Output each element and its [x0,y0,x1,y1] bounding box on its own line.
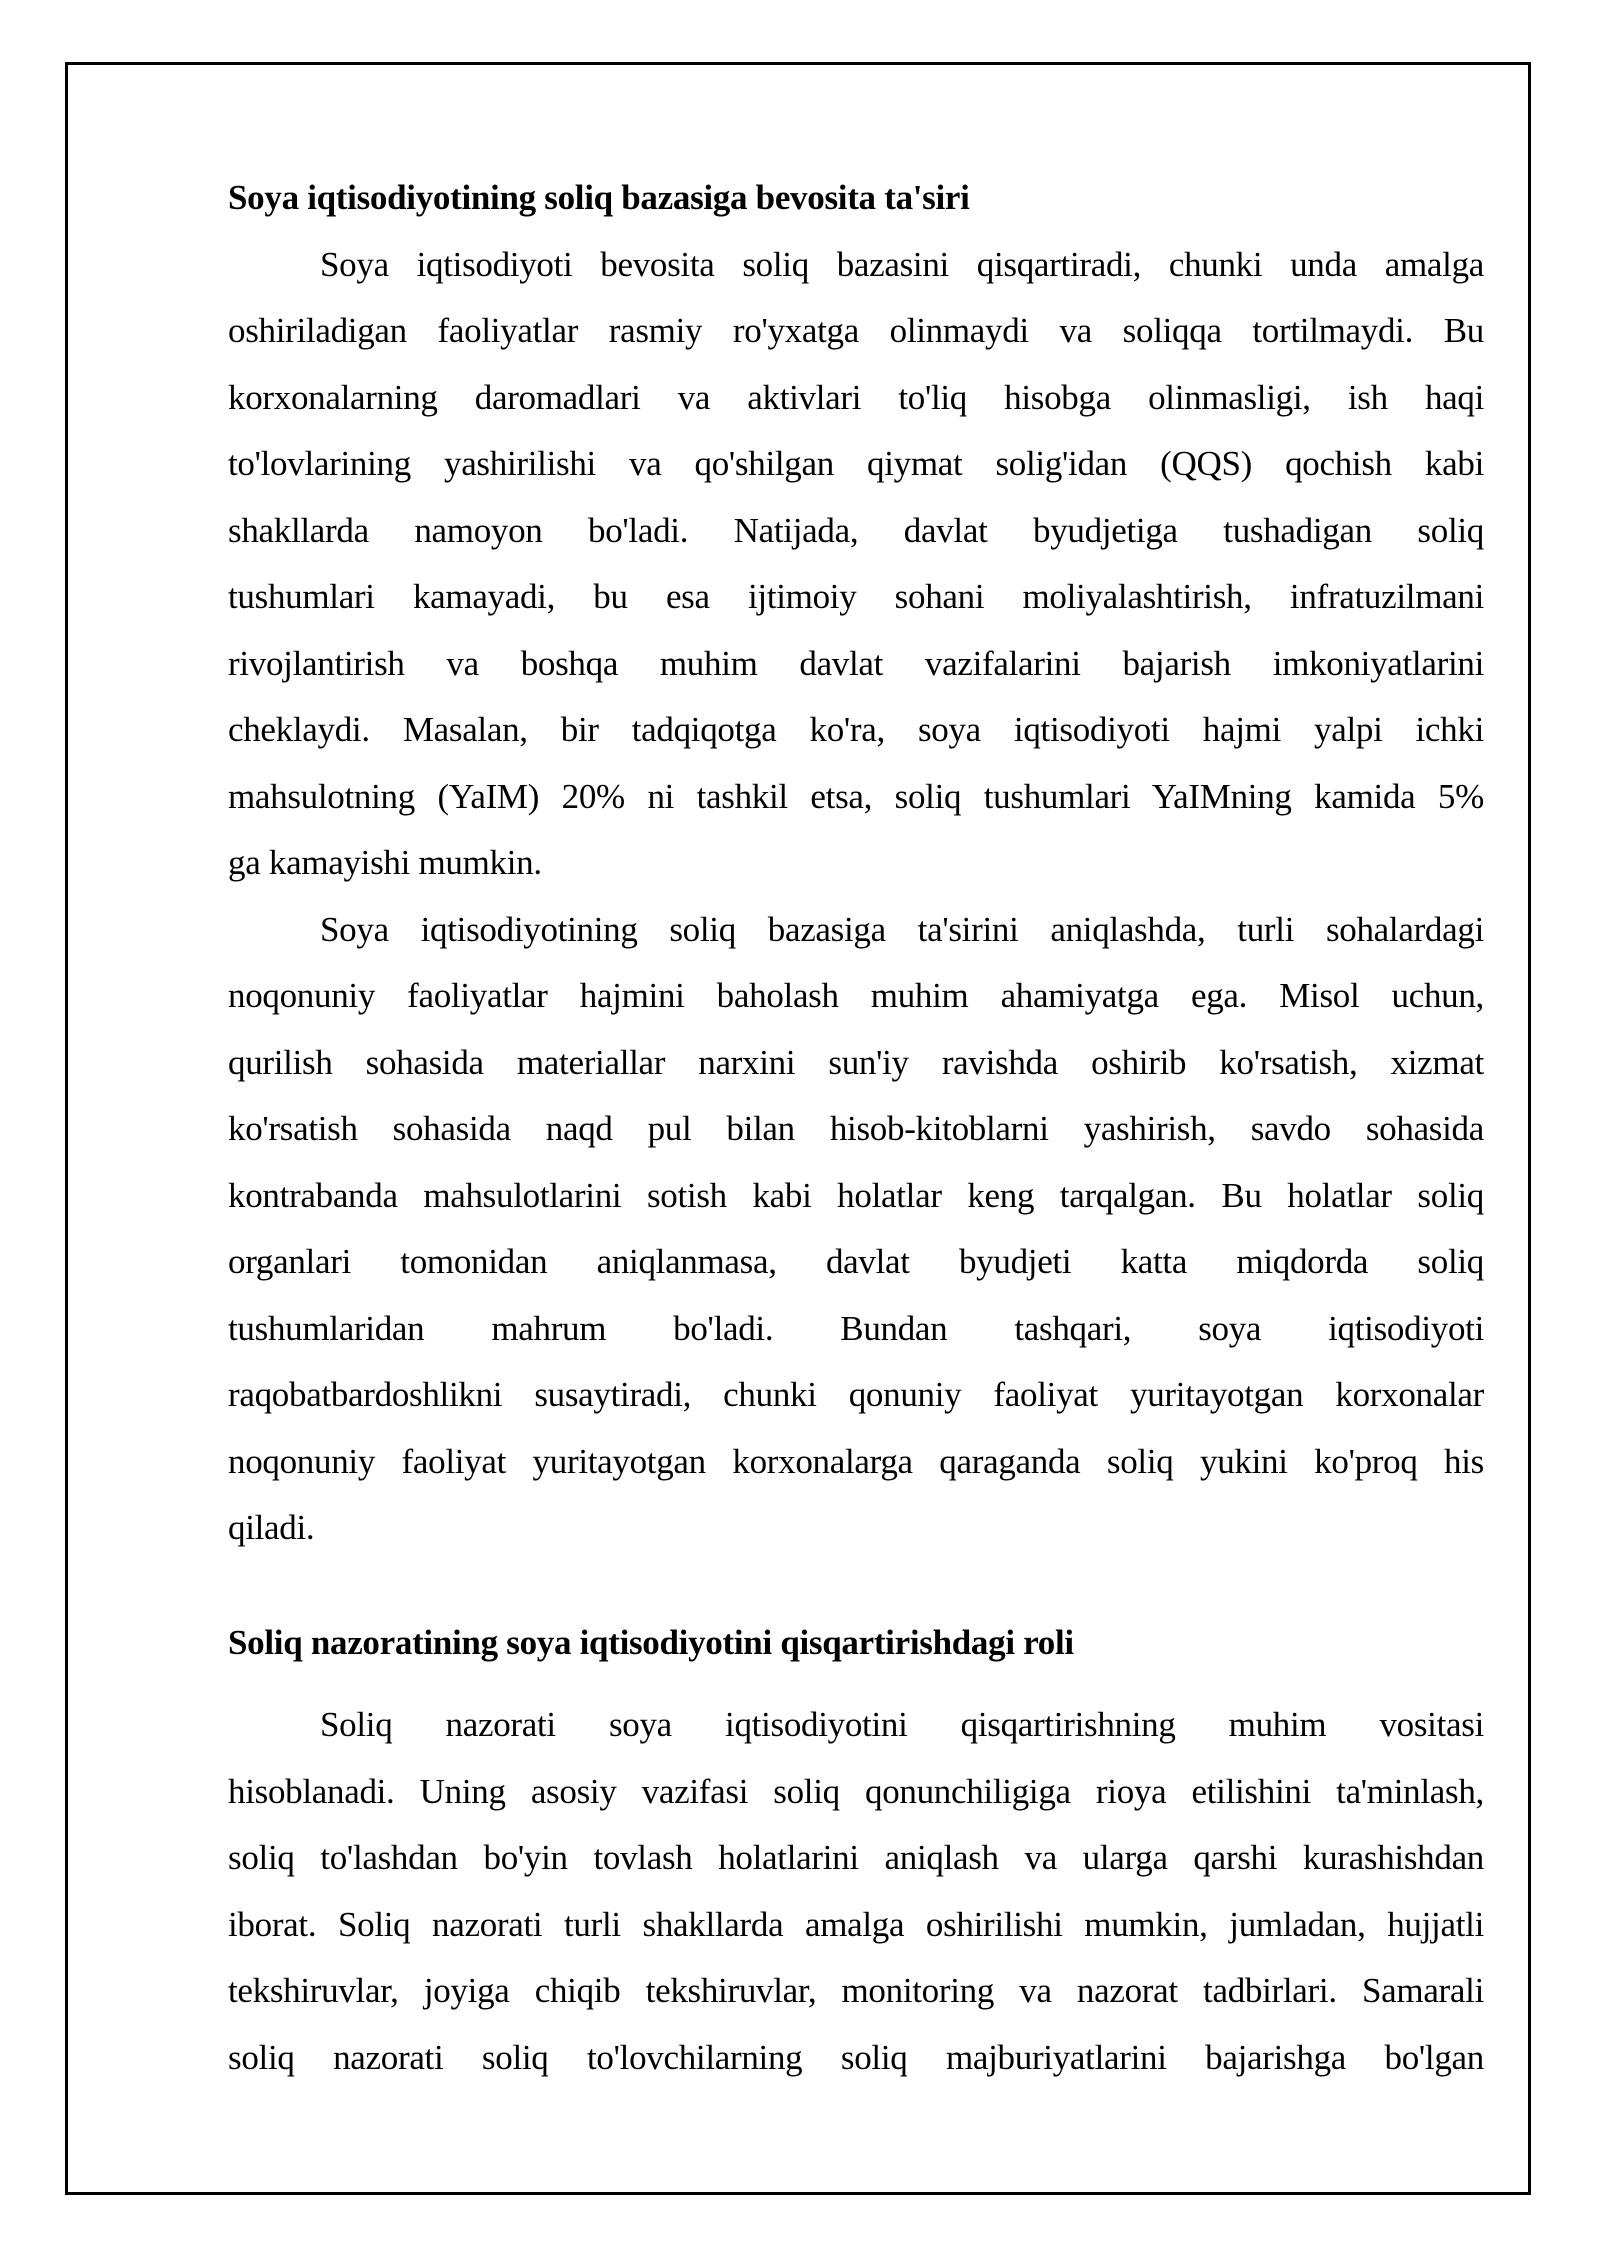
text-line: iborat. Soliq nazorati turli shakllarda amalga oshirilishi mumkin, jumladan, hujjatli [228,1904,1484,1944]
text-line: soliq to'lashdan bo'yin tovlash holatlarini aniqlash va ularga qarshi kurashishdan [228,1838,1484,1877]
section-heading-2: Soliq nazoratining soya iqtisodiyotini qisqartirishdagi roli [228,1622,1074,1662]
text-line: raqobatbardoshlikni susaytiradi, chunki qonuniy faoliyat yuritayotgan korxonalar [228,1375,1484,1414]
text-line: tushumlaridan mahrum bo'ladi. Bundan tashqari, soya iqtisodiyoti [228,1308,1484,1348]
text-line: mahsulotning (YaIM) 20% ni tashkil etsa, soliq tushumlari YaIMning kamida 5% [228,776,1484,816]
text-line: organlari tomonidan aniqlanmasa, davlat byudjeti katta miqdorda soliq [228,1242,1484,1281]
text-line: oshiriladigan faoliyatlar rasmiy ro'yxatga olinmaydi va soliqqa tortilmaydi. Bu [228,311,1484,350]
text-line: cheklaydi. Masalan, bir tadqiqotga ko'ra, soya iqtisodiyoti hajmi yalpi ichki [228,710,1484,749]
text-line: tekshiruvlar, joyiga chiqib tekshiruvlar, monitoring va nazorat tadbirlari. Samarali [228,1971,1484,2010]
text-line: noqonuniy faoliyat yuritayotgan korxonalarga qaraganda soliq yukini ko'proq his [228,1441,1484,1481]
text-line: shakllarda namoyon bo'ladi. Natijada, davlat byudjetiga tushadigan soliq [228,510,1484,550]
document-text-block [228,165,1484,2091]
paragraph-3 [228,1692,1484,2091]
text-line: qiladi. [228,1508,315,1547]
text-line: soliq nazorati soliq to'lovchilarning soliq majburiyatlarini bajarishga bo'lgan [228,2037,1484,2077]
text-line: ko'rsatish sohasida naqd pul bilan hisob-kitoblarni yashirish, savdo sohasida [228,1109,1484,1148]
text-line: korxonalarning daromadlari va aktivlari to'liq hisobga olinmasligi, ish haqi [228,377,1484,417]
text-line: Soliq nazorati soya iqtisodiyotini qisqartirishning muhim vositasi [320,1705,1484,1744]
paragraph-1 [228,232,1484,897]
section-heading-1: Soya iqtisodiyotining soliq bazasiga bevosita ta'siri [228,178,970,217]
page-border-frame [65,62,1531,2195]
text-line: Soya iqtisodiyoti bevosita soliq bazasini qisqartiradi, chunki unda amalga [320,244,1484,284]
text-line: tushumlari kamayadi, bu esa ijtimoiy sohani moliyalashtirish, infratuzilmani [228,577,1484,616]
text-line: ga kamayishi mumkin. [228,843,542,882]
text-line: hisoblanadi. Uning asosiy vazifasi soliq qonunchiligiga rioya etilishini ta'minlash, [228,1771,1484,1811]
text-line: Soya iqtisodiyotining soliq bazasiga ta'sirini aniqlashda, turli sohalardagi [320,909,1484,949]
text-line: qurilish sohasida materiallar narxini sun'iy ravishda oshirib ko'rsatish, xizmat [228,1042,1484,1082]
text-line: noqonuniy faoliyatlar hajmini baholash muhim ahamiyatga ega. Misol uchun, [228,976,1484,1015]
paragraph-2 [228,897,1484,1562]
text-line: kontrabanda mahsulotlarini sotish kabi holatlar keng tarqalgan. Bu holatlar soliq [228,1175,1484,1215]
text-line: rivojlantirish va boshqa muhim davlat vazifalarini bajarish imkoniyatlarini [228,643,1484,683]
text-line: to'lovlarining yashirilishi va qo'shilgan qiymat solig'idan (QQS) qochish kabi [228,444,1484,483]
